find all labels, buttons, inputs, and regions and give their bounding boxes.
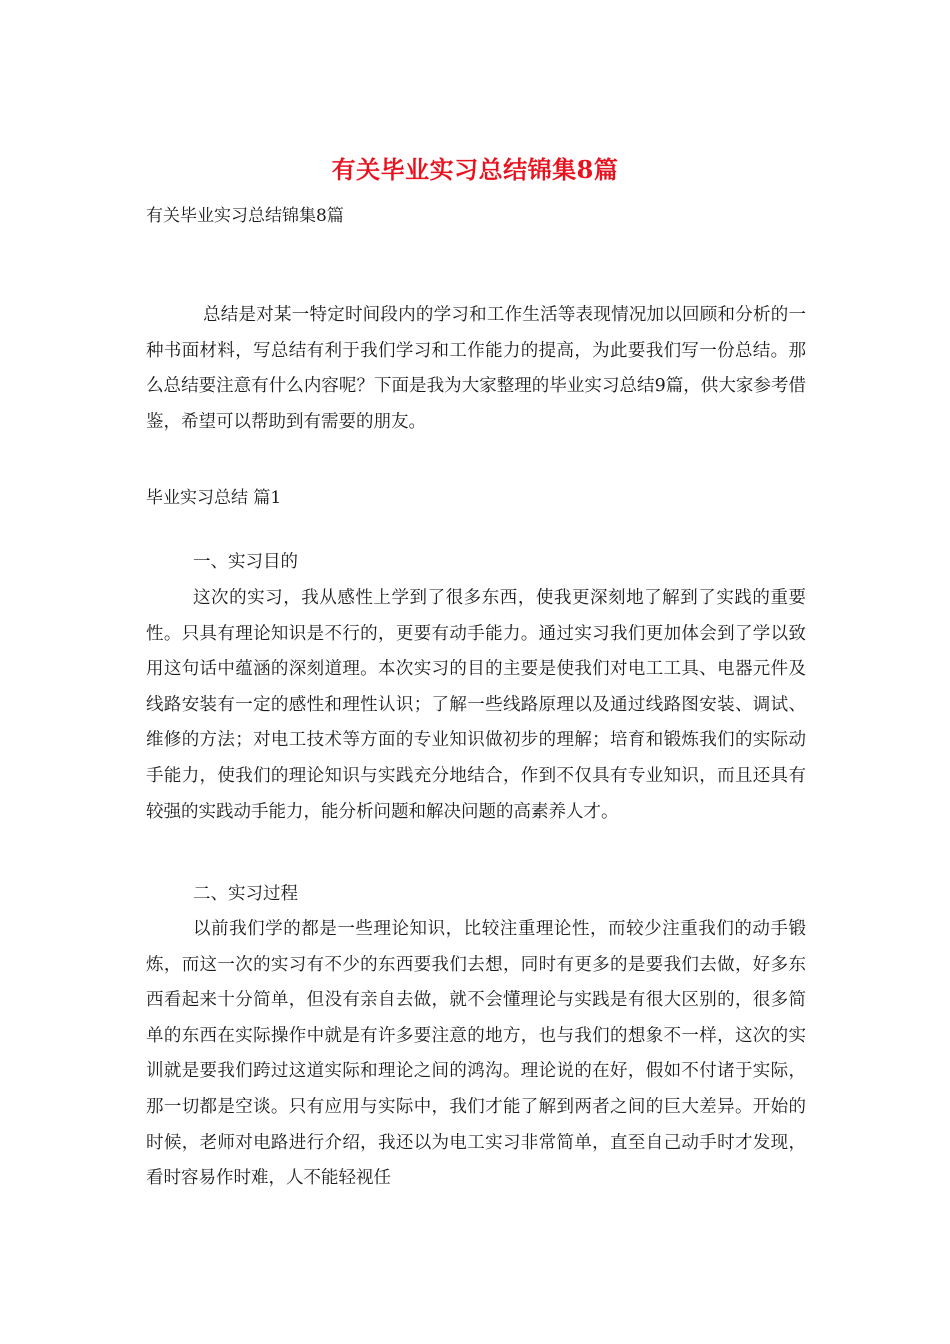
purpose-paragraph: 这次的实习，我从感性上学到了很多东西，使我更深刻地了解到了实践的重要性。只具有理论知识是不行的，更要有动手能力。通过实习我们更加体会到了学以致用这句话中蕴涵的深刻道理。本次实习的目的主要是使我们对电工工具、电器元件及线路安装有一定的感性和理性认识；了解一些线路原理以及通过线路图安装、调试、维修的方法；对电工技术等方面的专业知识做初步的理解；培育和锻炼我们的实际动手能力，使我们的理论知识与实践充分地结合，作到不仅具有专业知识，而且还具有较强的实践动手能力，能分析问题和解决问题的高素养人才。 xyxy=(146,588,806,822)
intro-paragraph: 总结是对某一特定时间段内的学习和工作生活等表现情况加以回顾和分析的一种书面材料，写总结有利于我们学习和工作能力的提高，为此要我们写一份总结。那么总结要注意有什么内容呢？下面是我为大家整理的毕业实习总结9篇，供大家参考借鉴，希望可以帮助到有需要的朋友。 xyxy=(146,305,806,432)
section-heading: 毕业实习总结 篇1 xyxy=(146,488,282,508)
process-paragraph: 以前我们学的都是一些理论知识，比较注重理论性，而较少注重我们的动手锻炼，而这一次的实习有不少的东西要我们去想，同时有更多的是要我们去做，好多东西看起来十分简单，但没有亲自去做，就不会懂理论与实践是有很大区别的，很多简单的东西在实际操作中就是有许多要注意的地方，也与我们的想象不一样，这次的实训就是要我们跨过这道实际和理论之间的鸿沟。理论说的在好，假如不付诸于实际，那一切都是空谈。只有应用与实际中，我们才能了解到两者之间的巨大差异。开始的时候，老师对电路进行介绍，我还以为电工实习非常简单，直至自己动手时才发现，看时容易作时难，人不能轻视任 xyxy=(146,919,806,1189)
document-subtitle: 有关毕业实习总结锦集8篇 xyxy=(146,206,344,226)
document-title: 有关毕业实习总结锦集8篇 xyxy=(331,155,619,184)
subsection-heading-process: 二、实习过程 xyxy=(193,884,298,904)
subsection-heading-purpose: 一、实习目的 xyxy=(193,552,298,572)
